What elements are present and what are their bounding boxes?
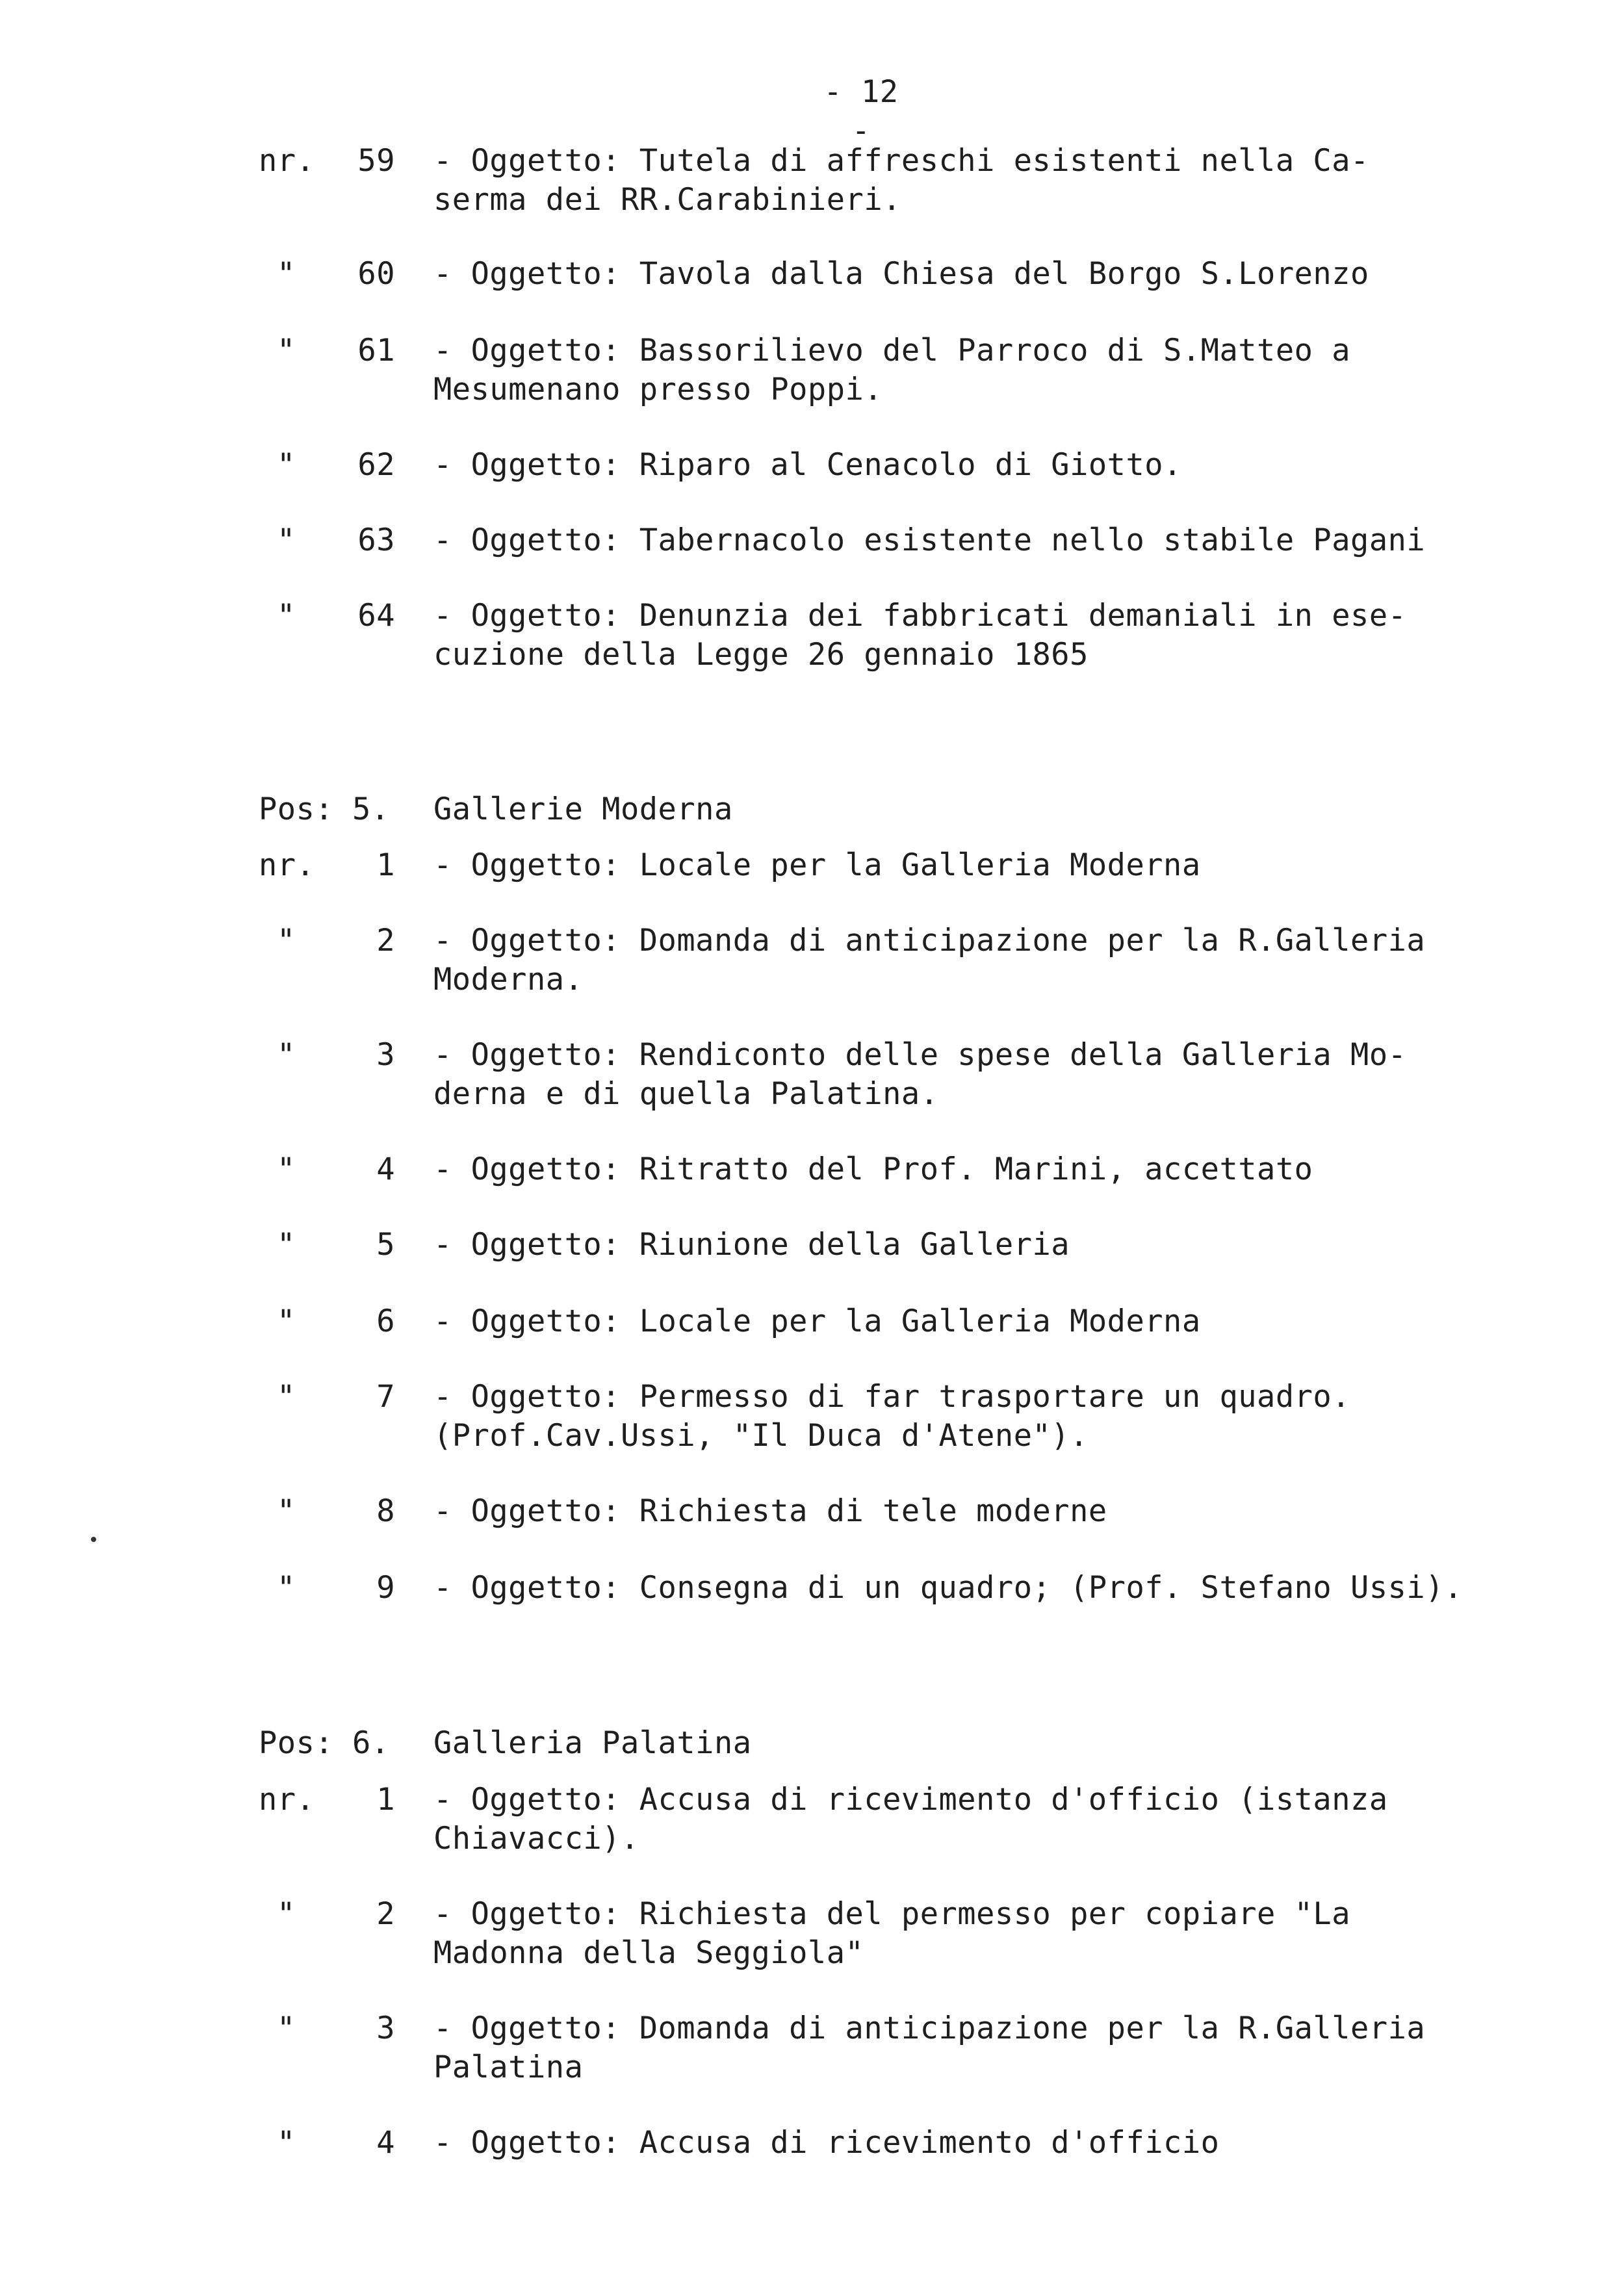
entry-line: - Oggetto: Riparo al Cenacolo di Giotto. xyxy=(433,447,1182,483)
entry-text xyxy=(433,1895,1499,1973)
entry-text xyxy=(433,142,1499,220)
entry-number xyxy=(259,142,408,181)
page-number: - 12 - xyxy=(823,74,899,149)
entry-line: Chiavacci). xyxy=(433,1821,639,1857)
entry-line: - Oggetto: Ritratto del Prof. Marini, accettato xyxy=(433,1151,1313,1187)
entry-prefix: " xyxy=(277,333,296,368)
entry-line: - Oggetto: Tavola dalla Chiesa del Borgo S.Lorenzo xyxy=(433,256,1369,292)
entry-text xyxy=(433,1569,1499,1608)
entry-number xyxy=(259,2009,408,2048)
entry-text xyxy=(433,1780,1499,1858)
entry-num: 2 xyxy=(376,1896,395,1932)
entry-num: 63 xyxy=(357,522,395,558)
entry-line: - Oggetto: Domanda di anticipazione per la R.Galleria xyxy=(433,923,1426,958)
entry-line: (Prof.Cav.Ussi, "Il Duca d'Atene"). xyxy=(433,1418,1089,1454)
entry-num: 5 xyxy=(376,1227,395,1263)
entry-prefix: " xyxy=(277,1493,296,1529)
entry-num: 3 xyxy=(376,2011,395,2046)
entry-line: - Oggetto: Tutela di affreschi esistenti nella Ca- xyxy=(433,143,1369,179)
entry-number xyxy=(259,1036,408,1075)
entry-line: - Oggetto: Riunione della Galleria xyxy=(433,1227,1070,1263)
entry-number xyxy=(259,1569,408,1608)
entry-text xyxy=(433,1302,1499,1341)
entry-num: 64 xyxy=(357,598,395,634)
entry-number xyxy=(259,597,408,636)
entry-text xyxy=(433,1150,1499,1189)
entry-prefix: " xyxy=(277,2011,296,2046)
entry-line: - Oggetto: Tabernacolo esistente nello stabile Pagani xyxy=(433,522,1426,558)
entry-number xyxy=(259,846,408,885)
entry-text xyxy=(433,446,1499,485)
entry-number xyxy=(259,331,408,370)
entry-prefix: " xyxy=(277,1227,296,1263)
entry-line: derna e di quella Palatina. xyxy=(433,1076,939,1112)
entry-prefix: nr. xyxy=(259,143,315,179)
entry-number xyxy=(259,521,408,560)
entry-line: - Oggetto: Denunzia dei fabbricati demaniali in ese- xyxy=(433,598,1407,634)
entry-num: 61 xyxy=(357,333,395,368)
entry-prefix: " xyxy=(277,1570,296,1606)
entry-prefix: " xyxy=(277,1896,296,1932)
entry-number xyxy=(259,1492,408,1531)
entry-line: - Oggetto: Locale per la Galleria Moderna xyxy=(433,1304,1201,1339)
pos-label: Pos: 5. xyxy=(259,791,390,827)
entry-number xyxy=(259,1378,408,1417)
entry-prefix: " xyxy=(277,2125,296,2161)
entry-num: 6 xyxy=(376,1304,395,1339)
entry-prefix: " xyxy=(277,1037,296,1073)
entry-text xyxy=(433,521,1499,560)
entry-text xyxy=(433,1378,1499,1456)
entry-num: 3 xyxy=(376,1037,395,1073)
entry-num: 60 xyxy=(357,256,395,292)
section-title: Galleria Palatina xyxy=(433,1725,752,1761)
entry-number xyxy=(259,921,408,960)
entry-text xyxy=(433,1492,1499,1531)
entry-prefix: " xyxy=(277,923,296,958)
entry-num: 62 xyxy=(357,447,395,483)
entry-text xyxy=(433,1036,1499,1114)
entry-line: - Oggetto: Accusa di ricevimento d'officio (istanza xyxy=(433,1782,1388,1818)
entry-line: - Oggetto: Richiesta del permesso per copiare "La xyxy=(433,1896,1351,1932)
entry-number xyxy=(259,446,408,485)
entry-num: 1 xyxy=(376,1782,395,1818)
entry-prefix: " xyxy=(277,522,296,558)
entry-prefix: " xyxy=(277,1151,296,1187)
entry-line: - Oggetto: Bassorilievo del Parroco di S.Matteo a xyxy=(433,333,1351,368)
entry-prefix: nr. xyxy=(259,1782,315,1818)
entry-line: cuzione della Legge 26 gennaio 1865 xyxy=(433,637,1089,673)
entry-line: - Oggetto: Richiesta di tele moderne xyxy=(433,1493,1107,1529)
entry-number xyxy=(259,255,408,294)
entry-line: - Oggetto: Accusa di ricevimento d'officio xyxy=(433,2125,1220,2161)
entry-line: Mesumenano presso Poppi. xyxy=(433,372,883,407)
entry-number xyxy=(259,2124,408,2163)
entry-line: - Oggetto: Locale per la Galleria Moderna xyxy=(433,847,1201,883)
entry-text xyxy=(433,2124,1499,2163)
entry-line: Moderna. xyxy=(433,962,584,997)
entry-line: Palatina xyxy=(433,2050,584,2085)
entry-num: 59 xyxy=(357,143,395,179)
entry-prefix: " xyxy=(277,1379,296,1415)
entry-num: 2 xyxy=(376,923,395,958)
entry-num: 8 xyxy=(376,1493,395,1529)
entry-line: - Oggetto: Consegna di un quadro; (Prof. Stefano Ussi). xyxy=(433,1570,1463,1606)
entry-line: serma dei RR.Carabinieri. xyxy=(433,182,901,218)
entry-prefix: " xyxy=(277,1304,296,1339)
entry-text xyxy=(433,255,1499,294)
entry-number xyxy=(259,1780,408,1819)
entry-prefix: " xyxy=(277,447,296,483)
entry-num: 4 xyxy=(376,1151,395,1187)
entry-line: - Oggetto: Domanda di anticipazione per la R.Galleria xyxy=(433,2011,1426,2046)
pos-label: Pos: 6. xyxy=(259,1725,390,1761)
entry-number xyxy=(259,1226,408,1265)
entry-num: 7 xyxy=(376,1379,395,1415)
entry-text xyxy=(433,597,1499,675)
entry-text xyxy=(433,2009,1499,2087)
entry-number xyxy=(259,1150,408,1189)
entry-prefix: nr. xyxy=(259,847,315,883)
entry-prefix: " xyxy=(277,598,296,634)
entry-prefix: " xyxy=(277,256,296,292)
entry-line: - Oggetto: Rendiconto delle spese della Galleria Mo- xyxy=(433,1037,1407,1073)
entry-text xyxy=(433,1226,1499,1265)
entry-line: - Oggetto: Permesso di far trasportare un quadro. xyxy=(433,1379,1351,1415)
entry-text xyxy=(433,331,1499,409)
section-title: Gallerie Moderna xyxy=(433,791,733,827)
paper-speck xyxy=(91,1537,96,1542)
entry-number xyxy=(259,1895,408,1934)
entry-num: 1 xyxy=(376,847,395,883)
entry-text xyxy=(433,846,1499,885)
entry-num: 4 xyxy=(376,2125,395,2161)
entry-text xyxy=(433,921,1499,999)
entry-number xyxy=(259,1302,408,1341)
entry-num: 9 xyxy=(376,1570,395,1606)
entry-line: Madonna della Seggiola" xyxy=(433,1935,864,1971)
